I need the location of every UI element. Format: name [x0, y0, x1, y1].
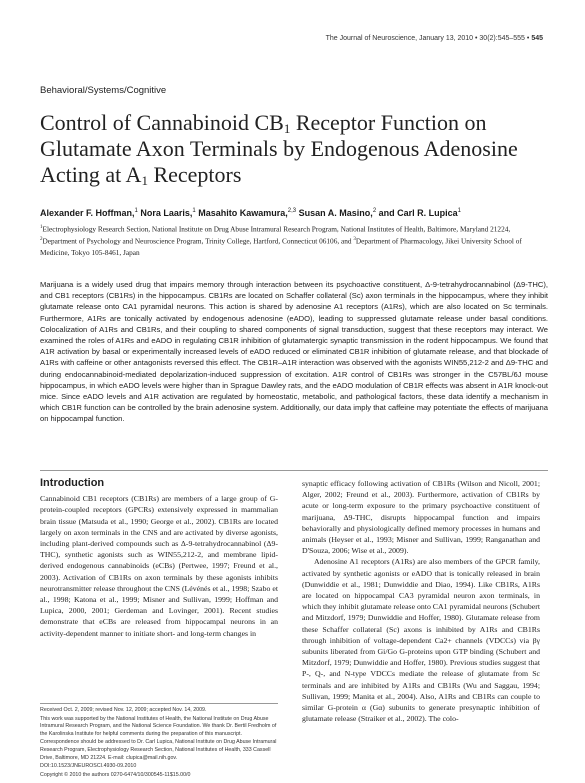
- affil-marker: 2: [40, 237, 43, 243]
- author-name: Susan A. Masino,: [296, 208, 373, 218]
- title-line2: Glutamate Axon Terminals by Endogenous Adenosine: [40, 136, 518, 161]
- article-title: [40, 110, 560, 188]
- author-affil: 2,3: [287, 208, 297, 214]
- author-list: [40, 208, 550, 218]
- footnote-received: Received Oct. 2, 2009; revised Nov. 12, 2009; accepted Nov. 14, 2009.: [40, 707, 207, 713]
- section-divider: [40, 470, 548, 471]
- footnote-copyright: Copyright © 2010 the authors 0270-6474/10/300545-11$15.00/0: [40, 771, 191, 778]
- title-line3-b: Receptors: [147, 162, 242, 187]
- author-name: Masahito Kawamura,: [195, 208, 288, 218]
- footnotes: [40, 703, 278, 780]
- author-name: and Carl R. Lupica: [376, 208, 458, 218]
- author-name: Nora Laaris,: [137, 208, 193, 218]
- section-label: Behavioral/Systems/Cognitive: [40, 85, 167, 96]
- title-line1-b: Receptor Function on: [290, 110, 487, 135]
- right-column: [302, 478, 540, 724]
- title-line3-a: Acting at A: [40, 162, 142, 187]
- title-line3-sub: 1: [141, 173, 148, 188]
- intro-paragraph: Cannabinoid CB1 receptors (CB1Rs) are members of a large group of G-protein-coupled receptors (GPCRs) extensively expressed in mammalian brain tissue (Matsuda et al., 1990; George et al., 2002). CB1Rs are located largely on axon terminals in the CNS and are activated by diverse agonists, including plant-derived compounds such as Δ-9-tetrahydrocannabinol (Δ9-THC), synthetic agonists such as WIN55,212-2, and membrane lipid-derived endogenous cannabinoids (eCBs) (Pertwee, 1997; Freund et al., 2003). Activation of CB1Rs on axon terminals by these agonists inhibits neurotransmitter release throughout the CNS (Lévénés et al., 1998; Szabo et al., 1998; Katona et al., 1999; Misner and Sullivan, 1999; Hoffman and Lupica, 2000, 2001; Gerdeman and Lovinger, 2001). Recent studies demonstrate that eCBs are released from hippocampal neurons in an activity-dependent manner to initiate short- and long-term changes in: [40, 494, 278, 638]
- running-head: [326, 35, 543, 42]
- affil-marker: 3: [353, 237, 356, 243]
- abstract: Marijuana is a widely used drug that impairs memory through interaction between its psychoactive constituent, Δ-9-tetrahydrocannabinol (Δ9-THC), and CB1 receptors (CB1Rs) in the hippocampus. CB1Rs are located on Schaffer collateral (Sc) axon terminals in the hippocampus, where they inhibit glutamate release onto CA1 pyramidal neurons. This action is shared by adenosine A1 receptors (A1Rs), which are also located on Sc terminals. Furthermore, A1Rs are tonically activated by endogenous adenosine (eADO), leading to suppressed glutamate release under basal conditions. Colocalization of A1Rs and CB1Rs, and their coupling to shared components of signal transduction, suggest that these receptors may interact. We examined the roles of A1Rs and eADO in regulating CB1R inhibition of glutamatergic synaptic transmission in the rodent hippocampus. We found that A1R activation by basal or experimentally increased levels of eADO reduced or eliminated CB1R inhibition of glutamate release, and that blockade of A1Rs with caffeine or other antagonists reversed this effect. The CB1R–A1R interaction was observed with the agonists WIN55,212-2 and Δ9-THC and during endocannabinoid-mediated depolarization-induced suppression of excitation. A1R control of CB1Rs was stronger in the C57BL/6J mouse hippocampus, in which eADO levels were higher than in Sprague Dawley rats, and the eADO modulation of CB1R effects was absent in A1R knock-out mice. Since eADO levels and A1R activation are regulated by homeostatic, metabolic, and pathological factors, these data identify a mechanism in which CB1R function can be controlled by the brain adenosine system. Additionally, our data imply that caffeine may potentiate the effects of marijuana on hippocampal function.: [40, 280, 548, 424]
- footnote-doi: DOI:10.1523/JNEUROSCI.4930-09.2010: [40, 763, 137, 770]
- author-name: Alexander F. Hoffman,: [40, 208, 135, 218]
- author-affil: 1: [134, 208, 138, 214]
- affil-marker: 1: [40, 225, 43, 230]
- title-line1-a: Control of Cannabinoid CB: [40, 110, 284, 135]
- affil-text: Department of Pharmacology, Jikei University School of Medicine, Tokyo 105-8461, Japan: [40, 236, 522, 257]
- footnote-funding: This work was supported by the National Institutes of Health, the National Institute on Drug Abuse Intramural Research Program, and the National Science Foundation. We thank Dr. Bertil Fredholm of the Karolinska Institute for helpful comments during the preparation of this manuscript.: [40, 715, 277, 737]
- author-affil: 1: [192, 208, 196, 214]
- affil-text: Department of Psychology and Neuroscience Program, Trinity College, Hartford, Connecticut 06106, and: [42, 236, 354, 246]
- left-column: [40, 478, 278, 639]
- intro-paragraph: Adenosine A1 receptors (A1Rs) are also members of the GPCR family, activated by synthetic agonists or eADO that is tonically released in brain (Dunwiddie et al., 1981; Dunwiddie and Diao, 1994). Like CB1Rs, A1Rs are located on hippocampal CA3 pyramidal neuron axon terminals, in which they inhibit glutamate release onto CA1 pyramidal neurons (Schubert and Mitzdorf, 1979; Dunwiddie and Hoffer, 1980). Glutamate release from these Schaffer collateral (Sc) axons is inhibited by A1Rs and CB1Rs through inhibition of voltage-dependent Ca2+ channels (VDCCs) via βγ subunits liberated from Gi/Go G-proteins upon GTP binding (Schubert and Mitzdorf, 1979; Dunwiddie and Hoffer, 1980). Previous studies suggest that P-, Q-, and N-type VDCCs mediate the release of glutamate from Sc terminals and are inhibited by A1Rs and CB1Rs (Wu and Saggau, 1994; Sullivan, 1999; Manita et al., 2004). Also, A1Rs and CB1Rs can couple to similar G-protein α (Gα) subunits to generate presynaptic inhibition of glutamate release (Straiker et al., 2002). The colo-: [302, 557, 540, 724]
- affil-text: Electrophysiology Research Section, National Institute on Drug Abuse Intramural Research Program, National Institutes of Health, Baltimore, Maryland 21224,: [42, 224, 511, 234]
- page-number: 545: [531, 35, 543, 42]
- footnote-correspondence: Correspondence should be addressed to Dr. Carl Lupica, National Institute on Drug Abuse Intramural Research Program, Electrophysiology Research Section, National Institutes of Health, 333 Cassell Drive, Baltimore, MD 21224. E-mail: clupica@mail.nih.gov.: [40, 739, 277, 761]
- footnote-divider: [40, 703, 278, 704]
- author-affil: 2: [372, 208, 377, 214]
- journal-citation: The Journal of Neuroscience, January 13, 2010 • 30(2):545–555 •: [325, 35, 530, 42]
- introduction-heading: Introduction: [40, 477, 105, 489]
- author-affil: 1: [457, 208, 462, 214]
- title-line1-sub: 1: [283, 121, 291, 136]
- affiliations: [40, 222, 548, 258]
- intro-paragraph: synaptic efficacy following activation of CB1Rs (Wilson and Nicoll, 2001; Alger, 2002; Freund et al., 2003). Furthermore, activation of CB1Rs by acute or long-term exposure to the primary psychoactive constituent of marijuana, Δ9-THC, disrupts hippocampal function and impairs behaviorally and physiologically defined memory processes in humans and animals (Heyser et al., 1993; Misner and Sullivan, 1999; Ranganathan and D'Souza, 2006; Wise et al., 2009).: [302, 479, 540, 556]
